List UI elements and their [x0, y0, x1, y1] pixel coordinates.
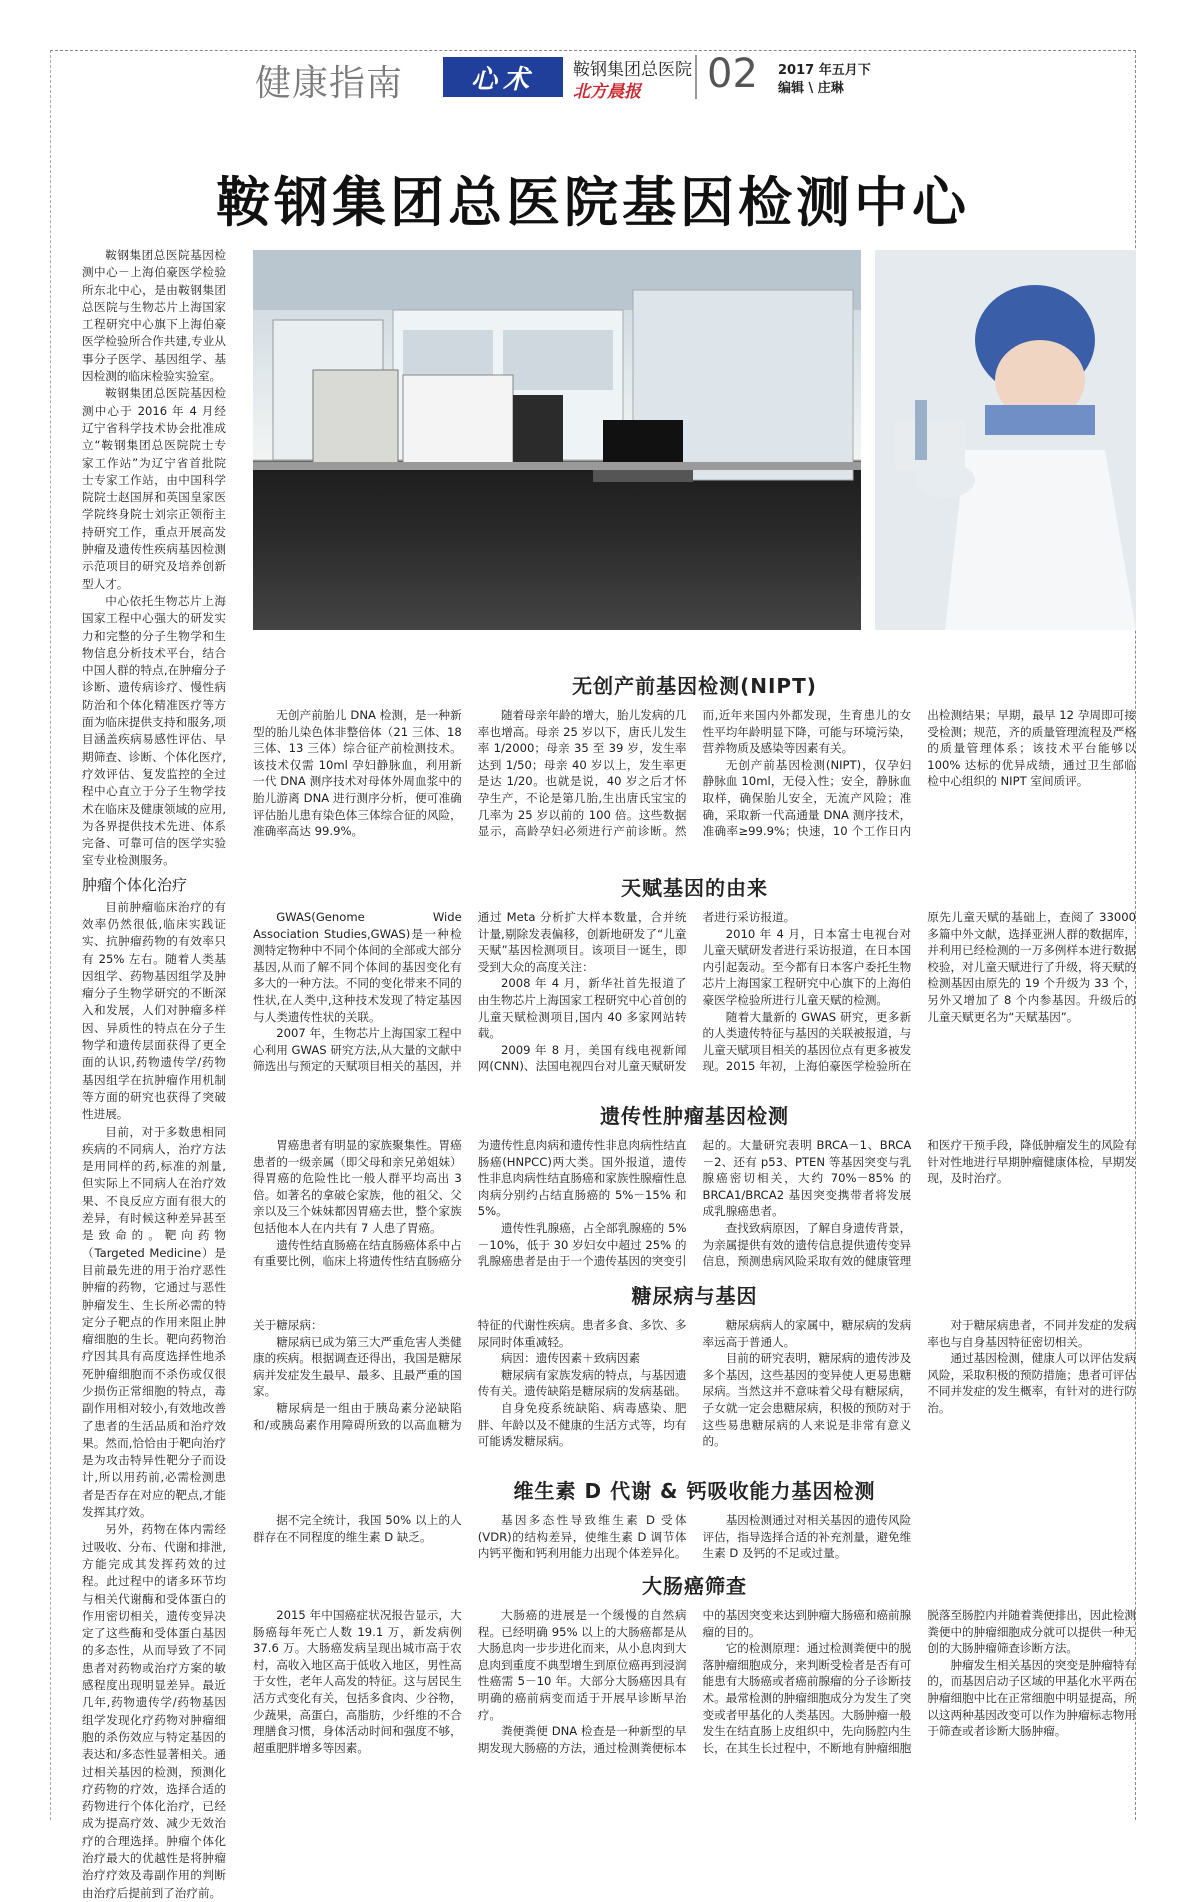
- article-paragraph: 胃癌患者有明显的家族聚集性。胃癌患者的一级亲属（即父母和亲兄弟姐妹）得胃癌的危险性比一般人群平均高出 3 倍。如著名的拿破仑家族，他的祖父、父亲以及三个妹妹都因胃癌去世，整个家族包括他本人在内共有 7 人患了胃癌。: [253, 1138, 462, 1235]
- article-paragraph: 通过基因检测，健康人可以评估发病风险，采取积极的预防措施；患者可评估不同并发症的发生概率，有针对的进行防治。: [927, 1351, 1136, 1415]
- article-title: 无创产前基因检测(NIPT): [572, 674, 817, 698]
- editor-credit: 编辑 \ 庄琳: [778, 81, 844, 96]
- article-paragraph: 遗传性结直肠癌在结直肠癌体系中占有重要比例，临床上将遗传性结直肠癌分为遗传性息肉病和遗传性非息肉病性结直肠癌(HNPCC)两大类。国外报道，遗传性非息肉病性结直肠癌和家族性腺瘤性息肉病分别约占结直肠癌的 5%－15% 和 5%。: [253, 1138, 687, 1269]
- article-paragraph: 自身免疫系统缺陷、病毒感染、肥胖、年龄以及不健康的生活方式等，均有可能诱发糖尿病。: [477, 1400, 687, 1449]
- article-paragraph: 2010 年 4 月，日本富士电视台对儿童天赋研发者进行采访报道，在日本国内引起轰动。至今都有日本客户委托生物芯片上海国家工程研究中心旗下的上海伯豪医学检验所进行儿童天赋的检测。: [702, 926, 912, 1007]
- article-paragraph: 2007 年，生物芯片上海国家工程中心利用 GWAS 研究方法,从大量的文献中筛选出与预定的天赋项目相关的基因，并通过 Meta 分析扩大样本数量，合并统计量,剔除发表偏移，创新地研发了“儿童天赋”基因检测项目。该项目一诞生，即受到大众的高度关注：: [253, 910, 687, 1074]
- article-paragraph: 糖尿病病人的家属中，糖尿病的发病率远高于普通人。: [702, 1318, 912, 1349]
- article-paragraph: 2009 年 8 月，美国有线电视新闻网(CNN)、法国电视四台对儿童天赋研发者进行采访报道。: [477, 910, 796, 1074]
- article-paragraph: 目前的研究表明，糖尿病的遗传涉及多个基因，这些基因的变异使人更易患糖尿病。当然这并不意味着父母有糖尿病，子女就一定会患糖尿病，积极的预防对于这些易患糖尿病的人来说是非常有意义的。: [702, 1351, 912, 1449]
- article-colorectal-screening: [253, 1570, 1136, 1820]
- frame-top-border: [50, 50, 1136, 51]
- article-paragraph: 糖尿病已成为第三大严重危害人类健康的疾病。根据调查还得出，我国是糖尿病并发症发生最早、最多、且最严重的国家。: [253, 1334, 462, 1399]
- article-body: [253, 707, 1136, 840]
- article-body: [253, 1317, 1136, 1450]
- article-paragraph: 它的检测原理：通过检测粪便中的脱落肿瘤细胞成分，来判断受检者是否有可能患有大肠癌或者癌前腺瘤的分子诊断技术。最常检测的肿瘤细胞成分为发生了突变或者甲基化的人类基因。大肠肿瘤一般发生在结直肠上皮组织中，先向肠腔内生长，在其生长过程中，不断地有肿瘤细胞脱落至肠腔内并随着粪便排出，因此检测粪便中的肿瘤细胞成分就可以提供一种无创的大肠肿瘤筛查诊断方法。: [702, 1608, 1136, 1755]
- intro-paragraph: 鞍钢集团总医院基因检测中心－上海伯豪医学检验所东北中心，是由鞍钢集团总医院与生物芯片上海国家工程研究中心旗下上海伯豪医学检验所合作共建,专业从事分子医学、基因组学、基因检测的临床检验实验室。: [82, 248, 226, 384]
- article-paragraph: 病因：遗传因素＋致病因素: [500, 1351, 641, 1366]
- article-body: [253, 1607, 1136, 1756]
- article-paragraph: GWAS(Genome Wide Association Studies,GWAS)是一种检测特定物种中不同个体间的全部或大部分基因,从而了解不同个体间的基因变化有多大的一种方法。不同的变化带来不同的性状,在人类中,这种技术发现了特定基因与人类遗传性状的关联。: [253, 910, 462, 1024]
- article-title: 遗传性肿瘤基因检测: [600, 1104, 789, 1128]
- article-paragraph: 无创产前基因检测(NIPT)，仅孕妇静脉血 10ml，无侵入性；安全，静脉血取样，确保胎儿安全，无流产风险；准确，采取新一代高通量 DNA 测序技术，准确率≥99.9%；快速，10 个工作日内出检测结果；早期，最早 12 孕周即可接受检测；规范，齐的质量管理流程及严格的质量管理体系；该技术平台能够以 100% 达标的优异成绩，通过卫生部临检中心组织的 NIPT 室间质评。: [702, 708, 1136, 839]
- page-number: 02: [707, 51, 758, 97]
- article-paragraph: 基因检测通过对相关基因的遗传风险评估，指导选择合适的补充剂量，避免维生素 D 及钙的不足或过量。: [702, 1513, 912, 1561]
- tumor-paragraph: 目前，对于多数患相同疾病的不同病人，治疗方法是用同样的药,标准的剂量,但实际上不同病人在治疗效果、不良反应方面有很大的差异，有时候这种差异甚至是致命的。靶向药物（Targeted Medicine）是目前最先进的用于治疗恶性肿瘤的药物，它通过与恶性肿瘤发生、生长所必需的特定分子靶点的作用来阻止肿瘤细胞的生长。靶向药物治疗因其具有高度选择性地杀死肿瘤细胞而不杀伤或仅很少损伤正常细胞的特点，毒副作用相对较小,有效地改善了患者的生活品质和治疗效果。然而,恰恰由于靶向治疗是为攻击特异性靶分子而设计,所以用药前,必需检测患者是否存在对应的靶点,才能发挥其疗效。: [82, 1124, 226, 1520]
- article-hereditary-tumors: [253, 1100, 1136, 1275]
- article-title: 大肠癌筛查: [642, 1574, 747, 1598]
- tumor-section-heading: 肿瘤个体化治疗: [82, 875, 188, 894]
- intro-paragraph: 中心依托生物芯片上海国家工程中心强大的研发实力和完整的分子生物学和生物信息分析技术平台，结合中国人群的特点,在肿瘤分子诊断、遗传病诊疗、慢性病防治和个体化精准医疗等方面为临床提供支持和服务,项目涵盖疾病易感性评估、早期筛查、诊断、个体化医疗,疗效评估、复发监控的全过程中心直立于分子生物学技术在临床及健康领域的应用,为各界提供技术先进、体系完备、可靠可信的医学实验室专业检测服务。: [82, 593, 226, 868]
- article-paragraph: 关于糖尿病：: [253, 1318, 323, 1332]
- column-logo: [443, 57, 563, 97]
- article-diabetes: [253, 1280, 1136, 1460]
- column-logo-text: 心术: [470, 64, 535, 95]
- article-nipt: [253, 670, 1136, 860]
- publication-date: 2017 年五月下: [778, 63, 871, 78]
- intro-column: [82, 247, 226, 1902]
- section-name: 健康指南: [255, 63, 404, 104]
- intro-paragraph: 鞍钢集团总医院基因检测中心于 2016 年 4 月经辽宁省科学技术协会批准成立“鞍钢集团总医院院士专家工作站”为辽宁省首批院士专家工作站，由中国科学院院士赵国屏和英国皇家医学院终身院士刘宗正领衔主持研究工作，重点开展高发肿瘤及遗传性疾病基因检测示范项目的研究及培养创新型人才。: [82, 386, 226, 591]
- article-paragraph: 随着母亲年龄的增大，胎儿发病的几率也增高。母亲 25 岁以下，唐氏儿发生率 1/2000；母亲 35 至 39 岁，发生率达到 1/50；母亲 40 岁以上，发生率更是达 1/20。也就是说，40 岁之后才怀孕生产，不论是第几胎,生出唐氏宝宝的几率为 25 岁以前的 100 倍。这些数据显示，高龄孕妇必须进行产前诊断。然而,近年来国内外都发现，生育患儿的女性平均年龄明显下降，可能与环境污染，营养物质及感染等因素有关。: [477, 708, 912, 839]
- article-vitamin-d: [253, 1475, 1136, 1565]
- article-paragraph: 遗传性乳腺癌，占全部乳腺癌的 5%－10%，低于 30 岁妇女中超过 25% 的乳腺癌患者是由于一个遗传基因的突变引起的。大量研究表明 BRCA－1、BRCA－2、还有 p53、PTEN 等基因突变与乳腺癌密切相关，大约 70%－85% 的 BRCA1/BRCA2 基因突变携带者将发展成乳腺癌患者。: [477, 1138, 912, 1269]
- article-body: [253, 1137, 1136, 1270]
- article-paragraph: 据不完全统计，我国 50% 以上的人群存在不同程度的维生素 D 缺乏。: [253, 1513, 462, 1544]
- article-paragraph: 大肠癌的进展是一个缓慢的自然病程。已经明确 95% 以上的大肠癌都是从大肠息肉一步步进化而来，从小息肉到大息肉到重度不典型增生到原位癌再到浸润性癌需 5－10 年。大部分大肠癌因具有明确的癌前病变而适于开展早诊断早治疗。: [477, 1608, 687, 1722]
- partner-name: 鞍钢集团总医院: [573, 60, 692, 80]
- page-headline: 鞍钢集团总医院基因检测中心: [216, 171, 970, 234]
- article-paragraph: 2008 年 4 月，新华社首先报道了由生物芯片上海国家工程研究中心首创的儿童天赋检测项目,国内 40 多家网站转载。: [477, 976, 687, 1041]
- article-paragraph: 粪便粪便 DNA 检查是一种新型的早期发现大肠癌的方法，通过检测粪便标本中的基因突变来达到肿瘤大肠癌和癌前腺瘤的目的。: [477, 1608, 912, 1755]
- article-paragraph: 对于糖尿病患者，不同并发症的发病率也与自身基因特征密切相关。: [927, 1318, 1136, 1349]
- article-title: 天赋基因的由来: [621, 876, 768, 900]
- newspaper-logo: 北方晨报: [573, 82, 641, 102]
- article-paragraph: 查找致病原因，了解自身遗传背景，为亲属提供有效的遗传信息提供遗传变异信息，预测患病风险采取有效的健康管理和医疗干预手段，降低肿瘤发生的风险有针对性地进行早期肿瘤健康体检，早期发现，及时治疗。: [702, 1138, 1136, 1269]
- frame-left-border: [50, 50, 51, 1820]
- tumor-paragraph: 另外，药物在体内需经过吸收、分布、代谢和排泄,方能完成其发挥药效的过程。此过程中的诸多环节均与相关代谢酶和受体蛋白的作用密切相关，遗传变异决定了这些酶和受体蛋白基因的多态性，从而导致了不同患者对药物或治疗方案的敏感程度出现明显差异。最近几年,药物遗传学/药物基因组学发现化疗药物对肿瘤细胞的杀伤效应与特定基因的表达和/多态性显著相关。通过相关基因的检测，预测化疗药物的疗效，选择合适的药物进行个体化治疗，已经成为提高疗效、减少无效治疗的合理选择。肿瘤个体化治疗最大的优越性是将肿瘤治疗疗效及毒副作用的判断由治疗后提前到了治疗前。: [82, 1522, 226, 1900]
- article-paragraph: 基因多态性导致维生素 D 受体(VDR)的结构差异，使维生素 D 调节体内钙平衡和钙利用能力出现个体差异化。: [477, 1513, 687, 1561]
- article-paragraph: 2015 年中国癌症状况报告显示，大肠癌每年死亡人数 19.1 万，新发病例 37.6 万。大肠癌发病呈现出城市高于农村，高收入地区高于低收入地区，男性高于女性，老年人高发的特征。这与居民生活方式变化有关，包括多食肉、少谷物，少蔬果，高蛋白，高脂肪，少纤维的不合理膳食习惯，身体活动时间和强度不够，超重肥胖增多等因素。: [253, 1608, 462, 1755]
- article-talent-genes: [253, 872, 1136, 1097]
- lab-equipment-photo: [253, 250, 861, 630]
- article-title: 糖尿病与基因: [631, 1284, 758, 1308]
- tumor-paragraph: 目前肿瘤临床治疗的有效率仍然很低,临床实践证实、抗肿瘤药物的有效率只有 25% 左右。随着人类基因组学、药物基因组学及肿瘤分子生物学研究的不断深入和发展，人们对肿瘤多样因、异质性的特点在分子生物学和遗传层面获得了更全面的认识,药物遗传学/药物基因组学在抗肿瘤作用机制等方面的研究也获得了突破性进展。: [82, 899, 226, 1122]
- article-paragraph: 糖尿病有家族发病的特点，与基因遗传有关。遗传缺陷是糖尿病的发病基础。: [477, 1367, 687, 1399]
- article-title: 维生素 D 代谢 & 钙吸收能力基因检测: [513, 1479, 876, 1503]
- article-body: [253, 1512, 1136, 1562]
- masthead-divider: [695, 55, 697, 99]
- technician-photo: [875, 250, 1136, 630]
- article-paragraph: 随着大量新的 GWAS 研究，更多新的人类遗传特征与基因的关联被报道，与儿童天赋项目相关的基因位点有更多被发现。2015 年初，上海伯豪医学检验所在原先儿童天赋的基础上，查阅了 33000 多篇中外文献，选择亚洲人群的数据库，并利用已经检测的一万多例样本进行数据校验，对儿童天赋进行了升级，将天赋的检测基因由原先的 19 个升级为 33 个，另外又增加了 8 个内参基因。升级后的儿童天赋更名为“天赋基因”。: [702, 910, 1136, 1074]
- article-paragraph: 肿瘤发生相关基因的突变是肿瘤特有的，而基因启动子区域的甲基化水平两在肿瘤细胞中比在正常细胞中明显提高，所以这两种基因改变可以作为肿瘤标志物用于筛查或者诊断大肠肿瘤。: [927, 1657, 1136, 1739]
- masthead: [255, 51, 1135, 104]
- article-paragraph: 糖尿病是一组由于胰岛素分泌缺陷和/或胰岛素作用障碍所致的以高血糖为特征的代谢性疾病。患者多食、多饮、多尿同时体重减轻。: [253, 1318, 687, 1432]
- article-body: [253, 909, 1136, 1075]
- article-paragraph: 无创产前胎儿 DNA 检测，是一种新型的胎儿染色体非整倍体（21 三体、18 三体、13 三体）综合征产前检测技术。该技术仅需 10ml 孕妇静脉血，利用新一代 DNA 测序技术对母体外周血浆中的胎儿游离 DNA 进行测序分析，便可准确评估胎儿患有染色体三体综合征的风险，准确率高达 99.9%。: [253, 708, 462, 839]
